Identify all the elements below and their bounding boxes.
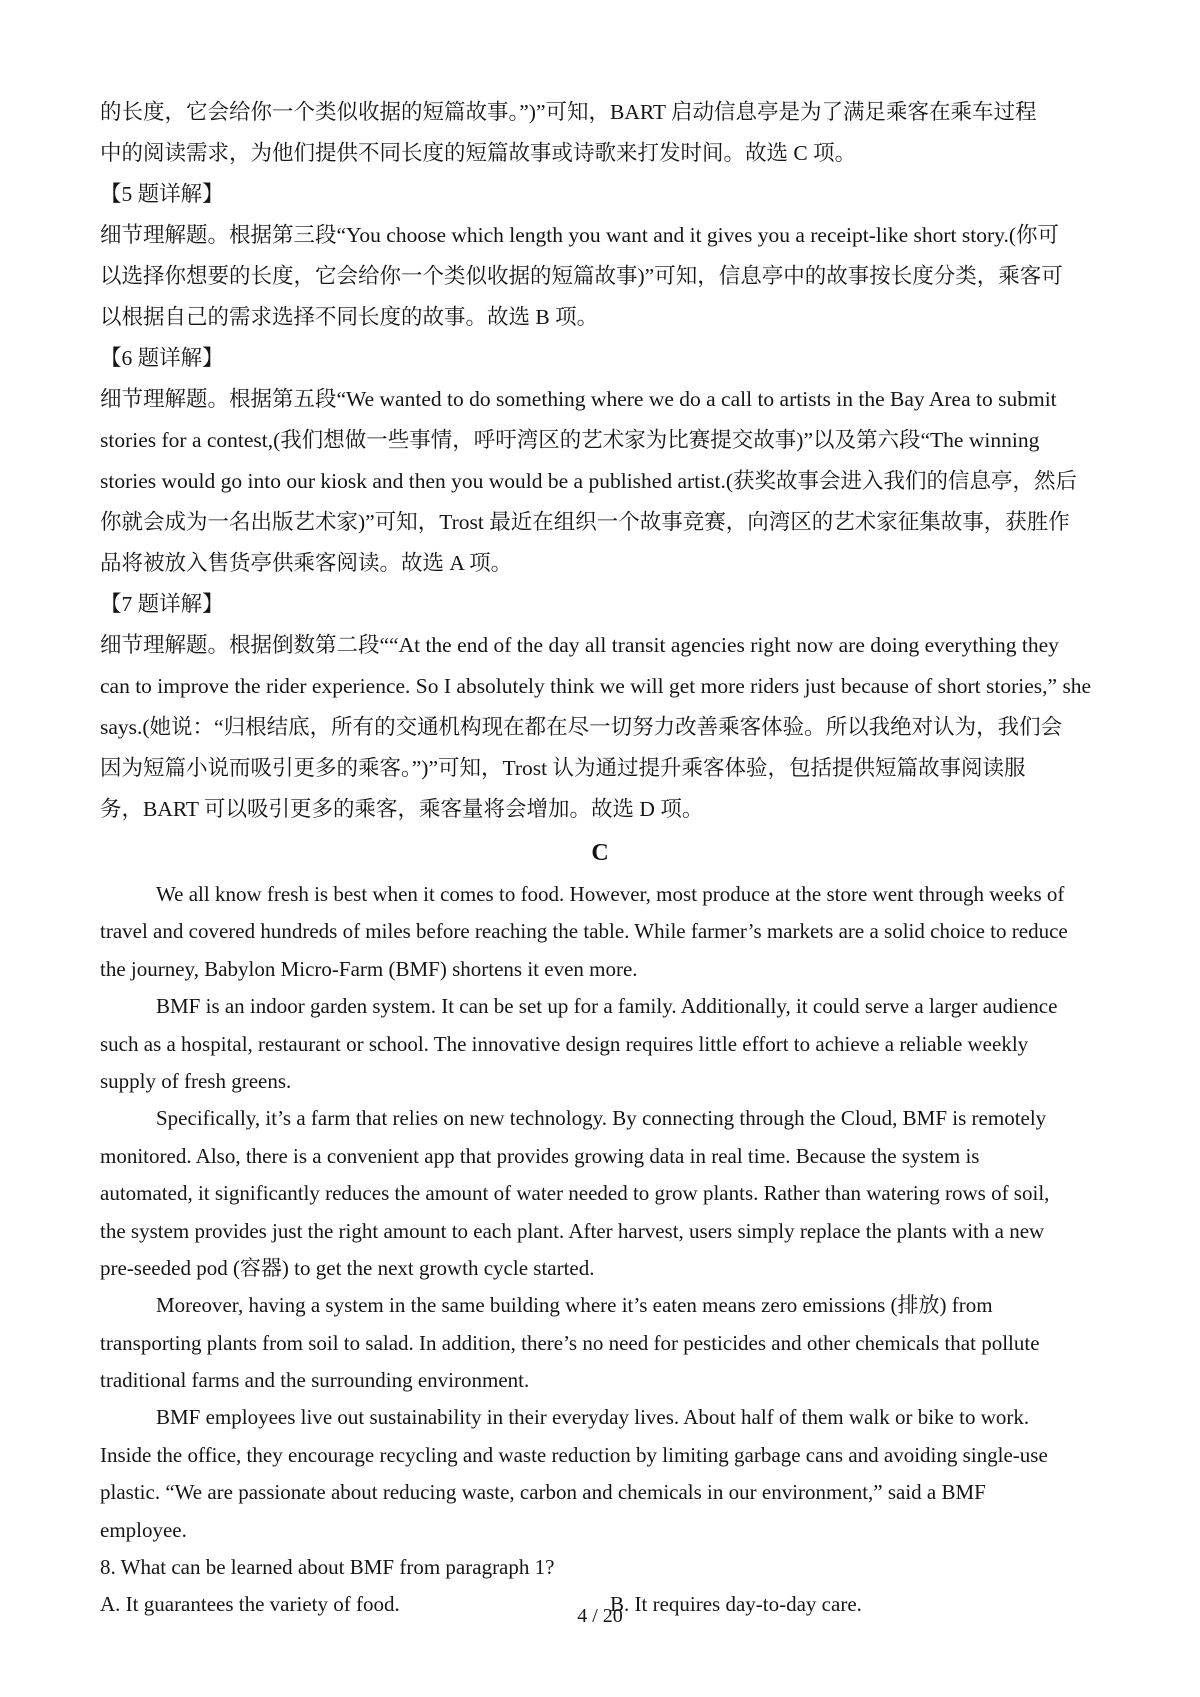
explanation-line: says.(她说：“归根结底，所有的交通机构现在都在尽一切努力改善乘客体验。所以我绝对认为，我们会	[100, 715, 1063, 739]
explanation-line: stories would go into our kiosk and then you would be a published artist.(获奖故事会进入我们的信息亭，然后	[100, 469, 1077, 493]
passage-line: Inside the office, they encourage recycling and waste reduction by limiting garbage cans and avoiding single-use	[100, 1442, 1048, 1467]
explanation-line: 以选择你想要的长度，它会给你一个类似收据的短篇故事)”可知，信息亭中的故事按长度分类，乘客可	[100, 264, 1063, 288]
passage-line: BMF is an indoor garden system. It can be set up for a family. Additionally, it could serve a larger audience	[156, 994, 1058, 1019]
passage-line: pre-seeded pod (容器) to get the next growth cycle started.	[100, 1255, 595, 1280]
page-content	[100, 0, 1100, 1624]
reading-passage	[100, 876, 1100, 1549]
passage-line: Moreover, having a system in the same building where it’s eaten means zero emissions (排放) from	[156, 1293, 993, 1318]
explanation-line: 以根据自己的需求选择不同长度的故事。故选 B 项。	[100, 305, 599, 329]
question-8-option-b: B. It requires day-to-day care.	[610, 1592, 862, 1617]
explanation-line: can to improve the rider experience. So I absolutely think we will get more riders just because of short stories,” she	[100, 674, 1092, 698]
explanation-line: 务，BART 可以吸引更多的乘客，乘客量将会增加。故选 D 项。	[100, 797, 704, 821]
passage-line: We all know fresh is best when it comes to food. However, most produce at the store went through weeks of	[156, 882, 1065, 906]
passage-line: BMF employees live out sustainability in their everyday lives. About half of them walk or bike to work.	[156, 1405, 1030, 1430]
passage-line: traditional farms and the surrounding environment.	[100, 1368, 530, 1393]
explanation-line: 细节理解题。根据第三段“You choose which length you want and it gives you a receipt-like short story.(你可	[100, 223, 1060, 247]
explanation-line: stories for a contest,(我们想做一些事情，呼吁湾区的艺术家为比赛提交故事)”以及第六段“The winning	[100, 428, 1040, 452]
passage-line: plastic. “We are passionate about reducing waste, carbon and chemicals in our environment,” said a BMF	[100, 1480, 986, 1505]
explanation-line: 细节理解题。根据倒数第二段““At the end of the day all transit agencies right now are doing everything they	[100, 633, 1059, 657]
answer-explanation-section	[100, 0, 1100, 830]
passage-line: Specifically, it’s a farm that relies on new technology. By connecting through the Cloud, BMF is remotely	[156, 1106, 1047, 1131]
passage-line: monitored. Also, there is a convenient app that provides growing data in real time. Because the system is	[100, 1143, 980, 1168]
explanation-line: 细节理解题。根据第五段“We wanted to do something where we do a call to artists in the Bay Area to submit	[100, 387, 1057, 411]
explanation-carryover-line: 的长度，它会给你一个类似收据的短篇故事。”)”可知，BART 启动信息亭是为了满足乘客在乘车过程	[100, 100, 1037, 124]
passage-line: employee.	[100, 1517, 187, 1542]
passage-line: the journey, Babylon Micro-Farm (BMF) shortens it even more.	[100, 956, 638, 981]
explanation-heading-q7: 【7 题详解】	[100, 592, 224, 616]
passage-line: supply of fresh greens.	[100, 1068, 292, 1093]
explanation-carryover-line: 中的阅读需求，为他们提供不同长度的短篇故事或诗歌来打发时间。故选 C 项。	[100, 141, 857, 165]
explanation-line: 品将被放入售货亭供乘客阅读。故选 A 项。	[100, 551, 513, 575]
page-number: 4 / 20	[577, 1605, 623, 1627]
question-8-stem: 8. What can be learned about BMF from paragraph 1?	[100, 1555, 555, 1580]
passage-line: such as a hospital, restaurant or school. The innovative design requires little effort to achieve a reliable weekly	[100, 1031, 1029, 1056]
passage-line: the system provides just the right amount to each plant. After harvest, users simply replace the plants with a new	[100, 1218, 1045, 1243]
question-8-option-a: A. It guarantees the variety of food.	[100, 1592, 400, 1617]
explanation-heading-q5: 【5 题详解】	[100, 182, 224, 206]
passage-line: travel and covered hundreds of miles before reaching the table. While farmer’s markets are a solid choice to reduce	[100, 919, 1068, 944]
passage-line: automated, it significantly reduces the amount of water needed to grow plants. Rather than watering rows of soil,	[100, 1181, 1050, 1206]
explanation-line: 你就会成为一名出版艺术家)”可知，Trost 最近在组织一个故事竞赛，向湾区的艺术家征集故事，获胜作	[100, 510, 1070, 534]
passage-line: transporting plants from soil to salad. In addition, there’s no need for pesticides and other chemicals that pollute	[100, 1330, 1040, 1355]
explanation-line: 因为短篇小说而吸引更多的乘客。”)”可知，Trost 认为通过提升乘客体验，包括提供短篇故事阅读服	[100, 756, 1026, 780]
explanation-heading-q6: 【6 题详解】	[100, 346, 224, 370]
passage-section-label: C	[591, 840, 609, 866]
